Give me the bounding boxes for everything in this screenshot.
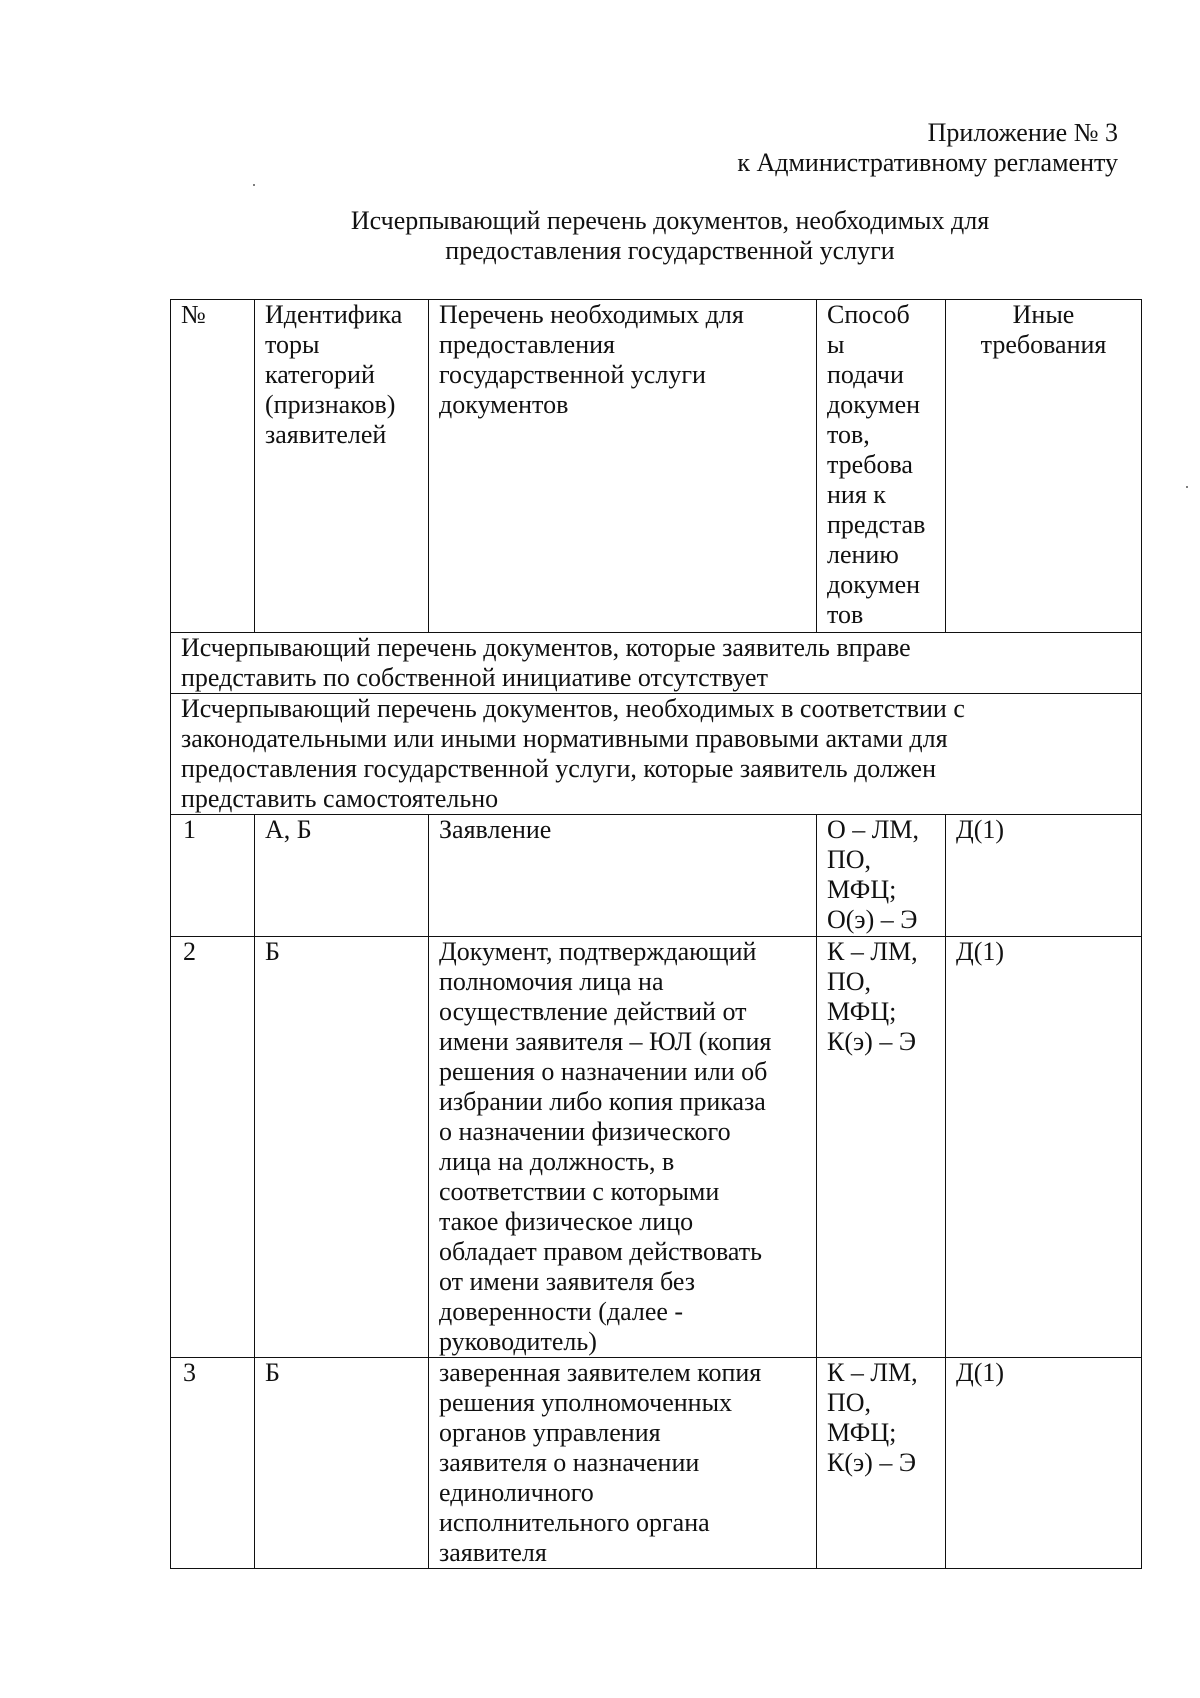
scan-speck — [253, 184, 255, 186]
row-method: К – ЛМ, ПО, МФЦ; К(э) – Э — [817, 937, 946, 1358]
row-number: 2 — [171, 937, 255, 1358]
row-other: Д(1) — [946, 1358, 1142, 1569]
row-document: заверенная заявителем копия решения уполномоченных органов управления заявителя о назначении единоличного исполнительного органа заявителя — [429, 1358, 817, 1569]
row-category: А, Б — [255, 815, 429, 937]
row-method: О – ЛМ, ПО, МФЦ; О(э) – Э — [817, 815, 946, 937]
appendix-reference: к Административному регламенту — [737, 148, 1118, 177]
document-title-line2: предоставления государственной услуги — [445, 236, 895, 265]
table-row — [171, 937, 1142, 1358]
row-document: Заявление — [429, 815, 817, 937]
row-document: Документ, подтверждающий полномочия лица на осуществление действий от имени заявителя – ЮЛ (копия решения о назначении или об избрании либо копия приказа о назначении физического лица на должность, в соответствии с которыми такое физическое лицо обладает правом действовать от имени заявителя без доверенности (далее - руководитель) — [429, 937, 817, 1358]
row-number: 1 — [171, 815, 255, 937]
section-required-text: Исчерпывающий перечень документов, необходимых в соответствии с законодательными или иными нормативными правовыми актами для предоставления государственной услуги, которые заявитель должен представить самостоятельно — [171, 694, 1142, 815]
header-number: № — [171, 300, 255, 633]
table-row — [171, 1358, 1142, 1569]
header-applicant-categories: Идентифика торы категорий (признаков) заявителей — [255, 300, 429, 633]
row-other: Д(1) — [946, 937, 1142, 1358]
document-title — [170, 206, 1170, 266]
row-number: 3 — [171, 1358, 255, 1569]
document-title-line1: Исчерпывающий перечень документов, необходимых для — [350, 206, 990, 235]
row-method: К – ЛМ, ПО, МФЦ; К(э) – Э — [817, 1358, 946, 1569]
header-submission-methods: Способ ы подачи докумен тов, требова ния к представ лению докумен тов — [817, 300, 946, 633]
row-category: Б — [255, 1358, 429, 1569]
appendix-number: Приложение № 3 — [927, 118, 1118, 147]
header-documents-list: Перечень необходимых для предоставления государственной услуги документов — [429, 300, 817, 633]
table-header-row — [171, 300, 1142, 633]
scan-speck — [1186, 486, 1188, 488]
header-other-requirements: Иные требования — [946, 300, 1142, 633]
table-row — [171, 815, 1142, 937]
section-required-documents — [171, 694, 1142, 815]
section-optional-documents — [171, 633, 1142, 694]
documents-table — [170, 299, 1142, 1569]
appendix-label — [737, 118, 1118, 178]
section-optional-text: Исчерпывающий перечень документов, которые заявитель вправе представить по собственной инициативе отсутствует — [171, 633, 1142, 694]
row-category: Б — [255, 937, 429, 1358]
row-other: Д(1) — [946, 815, 1142, 937]
